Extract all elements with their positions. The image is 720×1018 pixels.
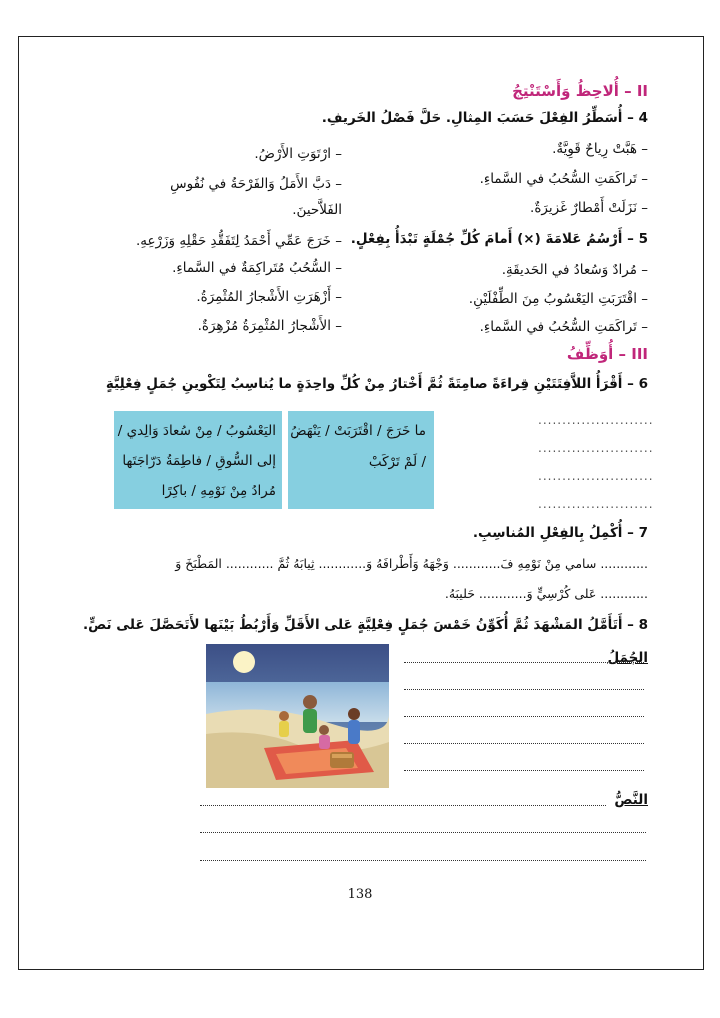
q6-answer-line-1[interactable]: ........................ [538, 413, 654, 427]
q5-instruction: 5 – أَرْسُمُ عَلامَةَ (×) أَمامَ كُلِّ جُمْلَةٍ تَبْدَأُ بِفِعْلٍ. [350, 231, 648, 247]
sign-board-verbs [288, 411, 434, 509]
sign-board-complements-line-2: إلى السُّوقِ / فاطِمَةُ دَرّاجَتَها [122, 453, 276, 469]
q7-instruction: 7 – أُكْمِلُ بِالفِعْلِ المُناسِبِ. [472, 525, 648, 541]
sign-board-verbs-line-1: ما خَرَجَ / اقْتَرَبَتْ / يَنْهَضُ [290, 423, 426, 439]
section-3-title: III – أُوَظِّفُ [566, 345, 648, 363]
beach-picnic-illustration [206, 644, 389, 788]
q8-sentence-line-3[interactable] [404, 716, 644, 717]
q4-item-6: – خَرَجَ عَمِّي أَحْمَدُ لِتَفَقُّدِ حَقْلِهِ وَزَرْعِهِ. [135, 233, 342, 249]
q5-item-1: – مُرادٌ وَسُعادُ في الحَديقَةِ. [501, 262, 648, 278]
q5-item-2: – اقْتَرَبَتِ اليَعْسُوبُ مِنَ الطِّفْلَيْنِ. [468, 291, 648, 307]
q4-item-2: – تَراكَمَتِ السُّحُبُ في السَّماءِ. [479, 171, 648, 187]
q6-answer-line-3[interactable]: ........................ [538, 469, 654, 483]
section-2-title: II – أُلاحِظُ وَأَسْتَنْتِجُ [512, 82, 648, 100]
q8-text-line-1[interactable] [200, 805, 606, 806]
q8-sentence-line-1[interactable] [404, 662, 644, 663]
q6-answer-line-2[interactable]: ........................ [538, 441, 654, 455]
page-number: 138 [347, 887, 373, 902]
q6-instruction: 6 – أَقْرَأُ اللاَّفِتَتَيْنِ قِراءَةً صامِتَةً ثُمَّ أَخْتارُ مِنْ كُلِّ واحِدَةٍ ما يُناسِبُ لِتَكْوينِ جُمَلٍ فِعْلِيَّةٍ [105, 376, 648, 392]
q4-instruction: 4 – أُسَطِّرُ الفِعْلَ حَسَبَ المِثالِ. حَلَّ فَصْلُ الخَريفِ. [321, 110, 648, 126]
q7-line-1[interactable]: ............ سامي مِنْ نَوْمِهِ فَ............ وَجْهَهُ وَأَطْرافَهُ وَ............ ثِيابَهُ ثُمَّ ............ المَطْبَخَ وَ [175, 556, 648, 571]
q6-answer-line-4[interactable]: ........................ [538, 497, 654, 511]
q7-line-2[interactable]: ............ عَلى كُرْسِيٍّ وَ............ حَليبَهُ. [444, 586, 648, 601]
q5-item-5: – أَزْهَرَتِ الأَشْجارُ المُثْمِرَةُ. [196, 289, 342, 305]
q8-sentence-line-5[interactable] [404, 770, 644, 771]
text-label: النَّصُّ [614, 792, 648, 808]
q8-instruction: 8 – أَتَأَمَّلُ المَشْهَدَ ثُمَّ أُكَوِّنُ خَمْسَ جُمَلٍ فِعْلِيَّةٍ عَلى الأَقَلِّ وَأَرْبُطُ بَيْنَها لأَتَحَصَّلَ عَلى نَصٍّ. [82, 617, 648, 633]
q5-item-4: – السُّحُبُ مُتَراكِمَةٌ في السَّماءِ. [172, 260, 342, 276]
sentences-label: الجُمَلُ [607, 650, 648, 666]
q5-item-3: – تَراكَمَتِ السُّحُبُ في السَّماءِ. [479, 319, 648, 335]
sign-board-complements-line-1: اليَعْسُوبُ / مِنْ سُعادَ وَالِدي / [117, 423, 276, 439]
q8-sentence-line-2[interactable] [404, 689, 644, 690]
sign-board-complements-line-3: مُرادُ مِنْ نَوْمِهِ / باكِرًا [161, 483, 276, 499]
q4-item-4: – ارْتَوَتِ الأَرْضُ. [254, 146, 342, 162]
q4-item-5-line-1: – دَبَّ الأَمَلُ وَالفَرْحَةُ في نُفُوسِ [170, 176, 342, 192]
q5-item-6: – الأَشْجارُ المُثْمِرَةُ مُزْهِرَةٌ. [197, 318, 342, 334]
sign-board-verbs-line-2: / لَمْ تَرْكَبْ [368, 454, 426, 470]
q8-sentence-line-4[interactable] [404, 743, 644, 744]
q4-item-5-line-2: الفَلاَّحينَ. [292, 202, 342, 218]
q8-text-line-2[interactable] [200, 832, 646, 833]
sign-board-complements [114, 411, 282, 509]
q4-item-1: – هَبَّتْ رِياحٌ قَوِيَّةٌ. [552, 141, 648, 157]
q4-item-3: – نَزَلَتْ أَمْطارٌ غَزيرَةٌ. [530, 200, 648, 216]
q8-text-line-3[interactable] [200, 860, 646, 861]
